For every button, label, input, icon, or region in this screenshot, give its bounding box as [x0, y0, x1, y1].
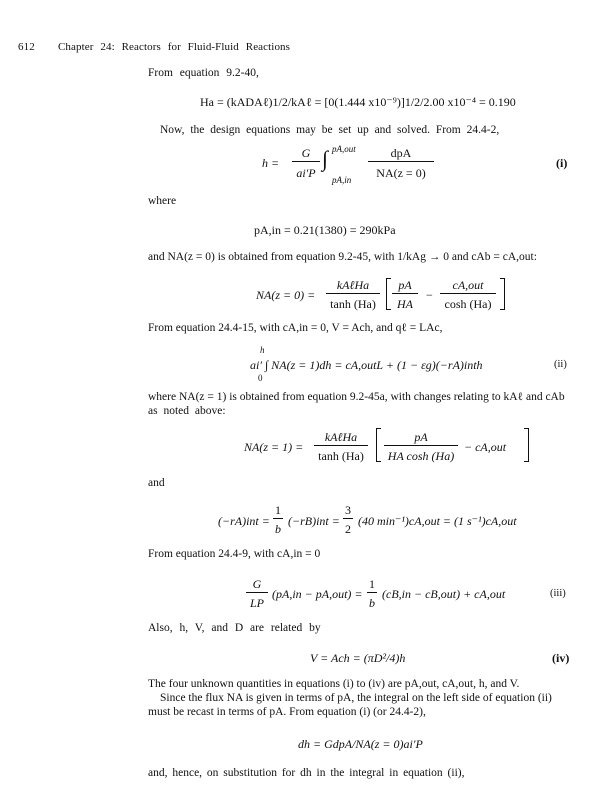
text-line-1: From equation 9.2-40,	[148, 67, 259, 79]
text-line-2: Now, the design equations may be set up and solved. From 24.4-2,	[160, 124, 500, 136]
equation-iii-frac2-den: b	[369, 596, 375, 610]
page-number: 612	[18, 41, 35, 53]
equation-na0-bar2	[392, 293, 418, 294]
equation-i-tag: (i)	[556, 156, 568, 170]
text-line-4: From equation 24.4-15, with cA,in = 0, V = Ach, and qℓ = LAc,	[148, 322, 443, 334]
equation-i-lower-limit: pA,in	[332, 175, 352, 185]
equation-iii-num: G	[252, 577, 262, 591]
equation-na1-bar2	[384, 445, 458, 446]
and-label: and	[148, 477, 165, 489]
equation-na0-minus: −	[426, 288, 433, 302]
equation-na1-den1: tanh (Ha)	[318, 449, 364, 463]
equation-na0-den3: cosh (Ha)	[444, 297, 492, 311]
equation-ii-upper-limit: h	[260, 345, 265, 355]
equation-iii-den: LP	[249, 596, 264, 610]
equation-ra-rest: (40 min⁻¹)cA,out = (1 s⁻¹)cA,out	[358, 514, 517, 528]
equation-na0-lhs: NA(z = 0) =	[256, 288, 316, 302]
text-line-6: as noted above:	[148, 405, 226, 417]
equation-na0-bracket-right	[500, 278, 505, 310]
equation-i-den: ai′P	[296, 166, 316, 180]
equation-na0-bracket-left	[386, 278, 391, 310]
equation-dh: dh = GdpA/NA(z = 0)ai′P	[298, 737, 423, 751]
equation-i-num: dpA	[390, 146, 412, 160]
equation-iv: V = Ach = (πD²/4)h	[310, 651, 406, 665]
equation-ha: Ha = (kADAℓ)1/2/kAℓ = [0(1.444 x10⁻⁹)]1/2/2.00 x10⁻⁴ = 0.190	[200, 95, 516, 109]
text-line-5: where NA(z = 1) is obtained from equation 9.2-45a, with changes relating to kAℓ and cAb	[148, 391, 565, 403]
equation-na1-bracket-right	[524, 428, 529, 462]
equation-ra-frac2-den: 2	[345, 522, 351, 536]
equation-na0-bar1	[326, 293, 380, 294]
equation-na0-num3: cA,out	[452, 278, 484, 292]
equation-i-upper-limit: pA,out	[332, 144, 356, 154]
equation-na1-bar1	[314, 445, 368, 446]
text-line-7: From equation 24.4-9, with cA,in = 0	[148, 548, 321, 560]
equation-iv-tag: (iv)	[552, 651, 570, 665]
equation-i-bar-2	[368, 161, 434, 162]
equation-na0-den1: tanh (Ha)	[330, 297, 376, 311]
equation-i-den2: NA(z = 0)	[376, 166, 426, 180]
equation-ra-mid: (−rB)int =	[288, 514, 340, 528]
equation-na1-lhs: NA(z = 1) =	[244, 440, 304, 454]
equation-ra-frac2-num: 3	[345, 503, 351, 517]
where-label: where	[148, 195, 177, 207]
equation-iii-mid: (pA,in − pA,out) =	[272, 587, 363, 601]
text-line-10: Since the flux NA is given in terms of pA, the integral on the left side of equation (ii)	[160, 692, 552, 704]
text-line-3: and NA(z = 0) is obtained from equation 9.2-45, with 1/kAg → 0 and cAb = cA,out:	[148, 251, 537, 263]
running-title: Chapter 24: Reactors for Fluid-Fluid Reactions	[58, 41, 291, 53]
equation-i-G: G	[301, 146, 311, 160]
equation-na1-num2: pA	[414, 430, 428, 444]
equation-ra-frac2-bar	[343, 518, 353, 519]
equation-i-integral: ∫	[322, 146, 329, 171]
equation-na1-rest: − cA,out	[464, 440, 507, 454]
equation-na1-den2: HA cosh (Ha)	[387, 449, 455, 463]
equation-ra-frac1-num: 1	[275, 503, 281, 517]
equation-iii-tag: (iii)	[550, 588, 566, 599]
text-line-8: Also, h, V, and D are related by	[148, 622, 321, 634]
equation-na1-num1: kAℓHa	[324, 430, 358, 444]
equation-i-bar-1	[292, 161, 320, 162]
equation-ra-lhs: (−rA)int =	[218, 514, 270, 528]
text-line-9: The four unknown quantities in equations (i) to (iv) are pA,out, cA,out, h, and V.	[148, 678, 520, 690]
equation-ra-frac1-den: b	[275, 522, 281, 536]
equation-iii-rest: (cB,in − cB,out) + cA,out	[382, 587, 506, 601]
equation-iii-bar1	[246, 592, 268, 593]
equation-i-lhs: h =	[262, 156, 280, 170]
equation-iii-frac2-bar	[367, 592, 377, 593]
equation-na0-bar3	[440, 293, 496, 294]
equation-ii-body: ai′ ∫ NA(z = 1)dh = cA,outL + (1 − εg)(−rA)inth	[250, 358, 483, 372]
equation-na1-bracket-left	[376, 428, 381, 462]
equation-ra-frac1-bar	[273, 518, 283, 519]
text-line-12: and, hence, on substitution for dh in the integral in equation (ii),	[148, 767, 465, 779]
equation-na0-den2: HA	[397, 297, 413, 311]
equation-ii-tag: (ii)	[554, 359, 567, 370]
equation-na0-num1: kAℓHa	[336, 278, 370, 292]
equation-iii-frac2-num: 1	[369, 577, 375, 591]
text-line-11: must be recast in terms of pA. From equation (i) (or 24.4-2),	[148, 706, 426, 718]
equation-na0-num2: pA	[398, 278, 412, 292]
equation-ii-lower-limit: 0	[258, 373, 263, 383]
equation-pA-in: pA,in = 0.21(1380) = 290kPa	[254, 223, 396, 237]
